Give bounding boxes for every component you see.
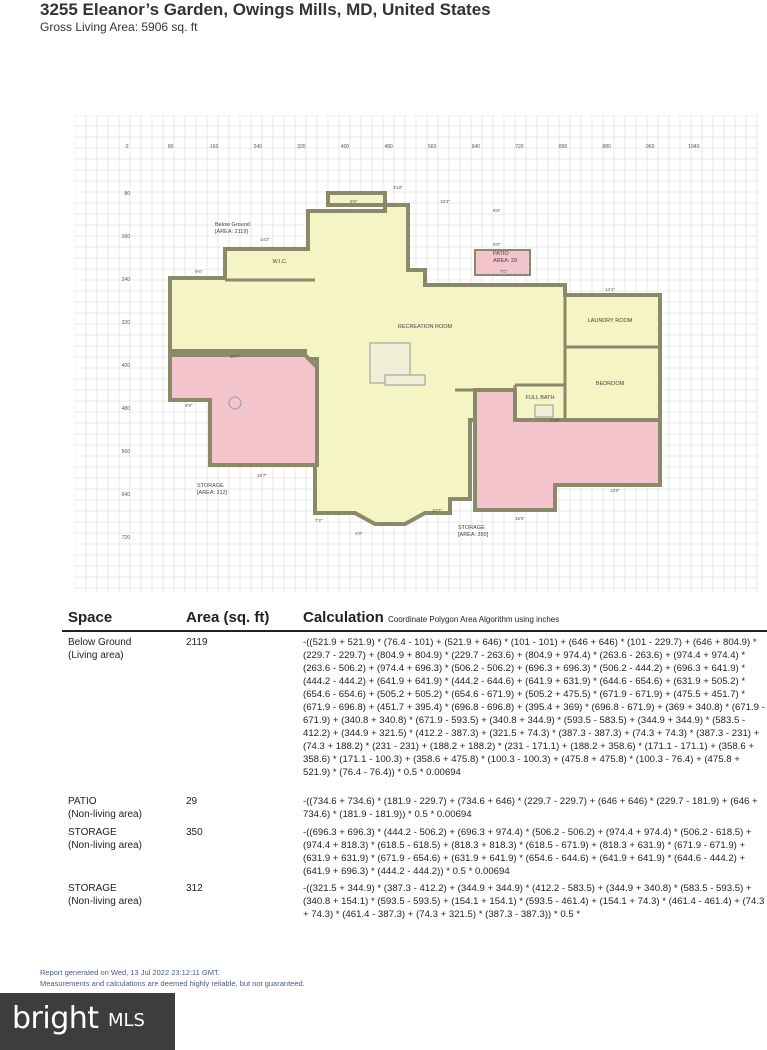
dimension-label: 5'8" (493, 242, 501, 247)
y-tick-label: 240 (121, 277, 130, 283)
logo-mls: MLS (108, 1010, 145, 1031)
x-axis-ticks (126, 144, 700, 150)
y-tick-label: 640 (121, 492, 130, 498)
space-cell (68, 882, 178, 908)
bedroom-label: BEDROOM (595, 381, 625, 387)
y-tick-label: 160 (121, 234, 130, 240)
space-type: (Non-living area) (68, 809, 142, 820)
space-name: STORAGE (68, 883, 117, 894)
dimension-label: 15'6" (515, 516, 525, 521)
dimension-label: 10'4" (440, 199, 450, 204)
calculation-title: Calculation (303, 609, 384, 626)
recreation-room-label: RECREATION ROOM (397, 324, 453, 330)
below-ground-area-label: [AREA: 2119] (215, 229, 248, 235)
storage-right-label: STORAGE (458, 525, 485, 531)
x-tick-label: 480 (384, 144, 393, 150)
x-tick-label: 960 (646, 144, 655, 150)
storage-left-area (170, 355, 317, 465)
x-tick-label: 0 (125, 144, 129, 150)
wic-label: W.I.C. (272, 259, 288, 265)
dimension-label: 7'0" (500, 269, 508, 274)
dimension-label: 4'8" (355, 531, 363, 536)
logo-wordmark: bright (12, 1001, 99, 1036)
area-cell: 350 (186, 827, 203, 838)
y-tick-label: 80 (124, 191, 130, 197)
full-bath-label: FULL BATH (525, 395, 555, 401)
calculation-note: Coordinate Polygon Area Algorithm using inches (388, 615, 560, 624)
space-cell (68, 636, 178, 662)
patio-label: PATIO (493, 251, 509, 257)
calculation-cell: -((521.9 + 521.9) * (76.4 - 101) + (521.9 + 646) * (101 - 101) + (646 + 646) * (101 - 229.7) + (646 + 804.9) * (229.7 - 229.7) + (804.9 + 804.9) * (229.7 - 263.6) + (804.9 + 974.4) * (263.6 - 263.6) + (974.4 + 974.4) * (263.6 - 506.2) + (974.4 + 696.3) * (506.2 - 506.2) + (696.3 + 696.3) * (506.2 - 444.2) + (696.3 + 641.9) * (444.2 - 444.2) + (641.9 + 641.9) * (444.2 - 644.6) + (641.9 + 631.9) * (644.6 - 654.6) + (631.9 + 505.2) * (654.6 - 654.6) + (505.2 + 505.2) * (654.6 - 671.9) + (505.2 + 475.5) * (671.9 - 671.9) + (475.5 + 451.7) * (671.9 - 696.8) + (451.7 + 395.4) * (696.8 - 696.8) + (395.4 + 369) * (696.8 - 671.9) + (369 + 340.8) * (671.9 - 671.9) + (340.8 + 340.8) * (671.9 - 593.5) + (340.8 + 344.9) * (593.5 - 583.5) + (344.9 + 344.9) * (583.5 - 412.2) + (344.9 + 321.5) * (412.2 - 387.3) + (321.5 + 74.3) * (387.3 - 387.3) + (74.3 + 74.3) * (387.3 - 231) + (74.3 + 188.2) * (231 - 231) + (188.2 + 188.2) * (231 - 171.1) + (188.2 + 358.6) * (171.1 - 171.1) + (358.6 + 358.6) * (171.1 - 100.3) + (358.6 + 475.8) * (100.3 - 100.3) + (475.8 + 475.8) * (100.3 - 76.4) + (475.8 + 521.9) * (76.4 - 76.4)) * 0.5 * 0.00694 (303, 637, 765, 778)
x-tick-label: 560 (428, 144, 437, 150)
dimension-label: 14'1" (605, 287, 615, 292)
dimension-label: 9'8" (493, 208, 501, 213)
y-tick-label: 400 (121, 363, 130, 369)
table-header-rule (62, 630, 767, 632)
y-tick-label: 320 (121, 320, 130, 326)
storage-right-area-label: [AREA: 350] (458, 532, 489, 538)
space-cell (68, 826, 178, 852)
bright-mls-logo (0, 993, 175, 1050)
disclaimer-note: Measurements and calculations are deemed highly reliable, but not guaranteed. (40, 979, 305, 988)
calculation-column-header (303, 609, 559, 626)
x-tick-label: 1040 (688, 144, 700, 150)
x-tick-label: 880 (602, 144, 611, 150)
x-tick-label: 400 (340, 144, 350, 150)
area-column-header: Area (sq. ft) (186, 609, 270, 626)
patio-area-label: AREA: 29 (493, 258, 518, 264)
dimension-label: 13'0" (610, 488, 620, 493)
calculation-cell: -((734.6 + 734.6) * (181.9 - 229.7) + (734.6 + 646) * (229.7 - 229.7) + (646 + 646) * (229.7 - 181.9) + (646 + 734.6) * (181.9 - 181.9)) * 0.5 * 0.00694 (303, 796, 758, 820)
gross-living-area: Gross Living Area: 5906 sq. ft (40, 20, 198, 34)
y-axis-ticks (122, 191, 131, 541)
x-tick-label: 80 (167, 144, 174, 150)
calculation-cell: -((321.5 + 344.9) * (387.3 - 412.2) + (344.9 + 344.9) * (412.2 - 583.5) + (344.9 + 340.8) * (583.5 - 593.5) + (340.8 + 154.1) * (593.5 - 593.5) + (154.1 + 154.1) * (593.5 - 461.4) + (154.1 + 74.3) * (461.4 - 461.4) + (74.3 + 74.3) * (461.4 - 387.3) + (74.3 + 321.5) * (387.3 - 387.3)) * 0.5 * (303, 883, 765, 920)
dimension-label: 15'7" (257, 473, 267, 478)
space-name: PATIO (68, 796, 97, 807)
report-generated-note: Report generated on Wed, 13 Jul 2022 23:12:11 GMT. (40, 968, 220, 977)
x-tick-label: 240 (253, 144, 262, 150)
area-cell: 2119 (186, 637, 208, 648)
below-ground-label: Below Ground (215, 222, 250, 228)
dimension-label: 7'2" (315, 518, 323, 523)
area-cell: 312 (186, 883, 203, 894)
space-name: STORAGE (68, 827, 117, 838)
floor-plan (75, 115, 758, 592)
x-tick-label: 720 (515, 144, 524, 150)
space-column-header: Space (68, 609, 113, 626)
x-tick-label: 640 (471, 144, 480, 150)
area-cell: 29 (186, 796, 198, 807)
storage-left-area-label: [AREA: 312] (197, 490, 228, 496)
dimension-label: 20'7" (230, 354, 240, 359)
dimension-label: 14'2" (260, 237, 270, 242)
laundry-room-label: LAUNDRY ROOM (587, 318, 633, 324)
y-tick-label: 720 (121, 535, 130, 541)
y-tick-label: 480 (121, 406, 130, 412)
dimension-label: 10'7" (432, 508, 442, 513)
y-tick-label: 560 (121, 449, 130, 455)
space-cell (68, 795, 178, 821)
dimension-label: 9'6" (195, 269, 203, 274)
x-tick-label: 320 (297, 144, 306, 150)
calculation-cell: -((696.3 + 696.3) * (444.2 - 506.2) + (696.3 + 974.4) * (506.2 - 506.2) + (974.4 + 974.4) * (506.2 - 618.5) + (974.4 + 818.3) * (618.5 - 618.5) + (818.3 + 818.3) * (618.5 - 671.9) + (818.3 + 631.9) * (671.9 - 671.9) + (631.9 + 631.9) * (671.9 - 654.6) + (631.9 + 641.9) * (654.6 - 644.6) + (641.9 + 641.9) * (644.6 - 444.2) + (641.9 + 696.3) * (444.2 - 444.2)) * 0.5 * 0.00694 (303, 827, 752, 877)
dimension-label: 23'2" (550, 418, 560, 423)
x-tick-label: 800 (558, 144, 568, 150)
page-title: 3255 Eleanor’s Garden, Owings Mills, MD, United States (40, 0, 491, 19)
dimension-label: 9'8" (350, 199, 358, 204)
x-tick-label: 160 (210, 144, 219, 150)
space-name: Below Ground (68, 637, 132, 648)
dimension-label: 3'10" (393, 185, 403, 190)
space-type: (Living area) (68, 650, 124, 661)
storage-left-label: STORAGE (197, 483, 224, 489)
space-type: (Non-living area) (68, 840, 142, 851)
space-type: (Non-living area) (68, 896, 142, 907)
dimension-label: 6'8" (185, 403, 193, 408)
